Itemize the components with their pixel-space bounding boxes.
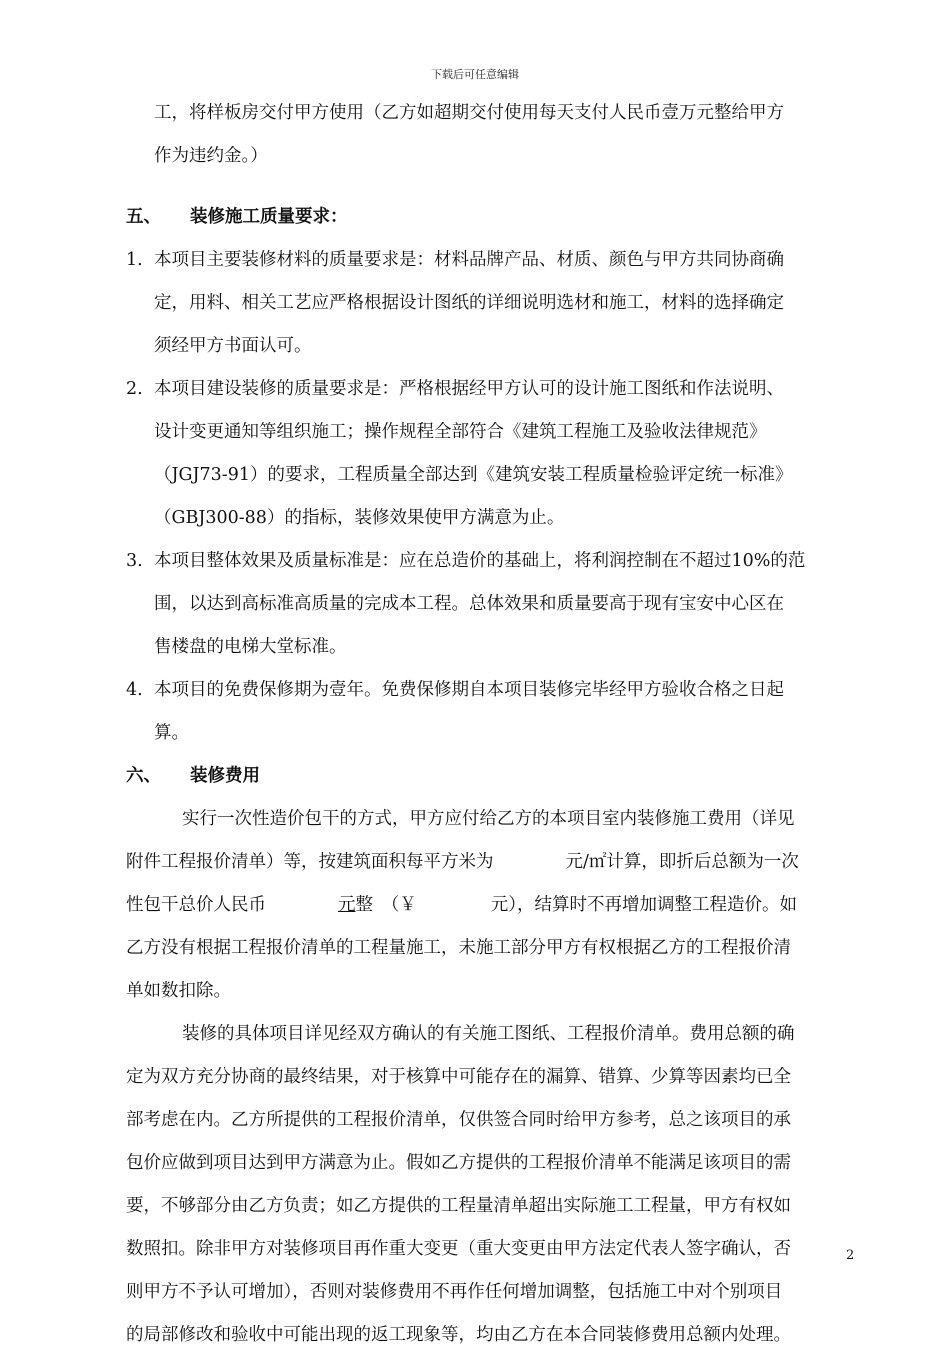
list-item — [126, 239, 862, 282]
item-continuation: 须经甲方书面认可。 — [154, 336, 312, 356]
item-continuation: 围，以达到高标准高质量的完成本工程。总体效果和质量要高于现有宝安中心区在 — [154, 594, 784, 614]
page-number: 2 — [846, 1248, 855, 1263]
paragraph-line: 单如数扣除。 — [126, 981, 231, 1001]
currency-unit: 元 — [338, 895, 356, 915]
paragraph-line: 部考虑在内。乙方所提供的工程报价清单，仅供签合同时给甲方参考，总之该项目的承 — [126, 1110, 791, 1130]
list-item — [126, 669, 862, 712]
paragraph-line — [126, 841, 862, 884]
item-text: 本项目建设装修的质量要求是：严格根据经甲方认可的设计施工图纸和作法说明、 — [154, 379, 784, 399]
item-text: 本项目的免费保修期为壹年。免费保修期自本项目装修完毕经甲方验收合格之日起 — [154, 680, 784, 700]
paragraph-line: 乙方没有根据工程报价清单的工程量施工，未施工部分甲方有权根据乙方的工程报价清 — [126, 938, 791, 958]
item-continuation: 设计变更通知等组织施工；操作规程全部符合《建筑工程施工及验收法律规范》 — [154, 422, 767, 442]
item-number: 4. — [126, 680, 143, 700]
item-continuation: 售楼盘的电梯大堂标准。 — [154, 637, 347, 657]
section-number: 五、 — [126, 207, 161, 227]
text-segment: 元/㎡计算，即折后总额为一次 — [565, 852, 799, 872]
section-6-heading — [126, 755, 862, 798]
item-text: 本项目主要装修材料的质量要求是：材料品牌产品、材质、颜色与甲方共同协商确 — [154, 250, 784, 270]
paragraph-line: 包价应做到项目达到甲方满意为止。假如乙方提供的工程报价清单不能满足该项目的需 — [126, 1153, 791, 1173]
item-number: 3. — [126, 551, 143, 571]
item-number: 1. — [126, 250, 143, 270]
paragraph-line: 装修的具体项目详见经双方确认的有关施工图纸、工程报价清单。费用总额的确 — [182, 1024, 795, 1044]
item-text: 本项目整体效果及质量标准是：应在总造价的基础上，将利润控制在不超过10%的范 — [154, 551, 806, 571]
paragraph-line: 的局部修改和验收中可能出现的返工现象等，均由乙方在本合同装修费用总额内处理。 — [126, 1325, 791, 1345]
item-continuation: 定，用料、相关工艺应严格根据设计图纸的详细说明选材和施工，材料的选择确定 — [154, 293, 784, 313]
list-item — [126, 368, 862, 411]
text-segment: 性包干总价人民币 — [126, 895, 266, 915]
intro-line: 作为违约金。） — [154, 146, 268, 166]
document-body — [126, 92, 862, 1357]
section-title: 装修费用 — [190, 766, 260, 786]
paragraph-line: 数照扣。除非甲方对装修项目再作重大变更（重大变更由甲方法定代表人签字确认，否 — [126, 1239, 791, 1259]
page-header: 下载后可任意编辑 — [431, 68, 519, 81]
text-segment: 整 （￥ — [355, 895, 417, 915]
section-gap — [126, 178, 862, 196]
section-5-heading — [126, 196, 862, 239]
paragraph-line — [126, 884, 862, 927]
paragraph-line: 定为双方充分协商的最终结果，对于核算中可能存在的漏算、错算、少算等因素均已全 — [126, 1067, 791, 1087]
paragraph-line: 要，不够部分由乙方负责；如乙方提供的工程量清单超出实际施工工程量，甲方有权如 — [126, 1196, 791, 1216]
item-continuation: 算。 — [154, 723, 189, 743]
paragraph-line: 实行一次性造价包干的方式，甲方应付给乙方的本项目室内装修施工费用（详见 — [182, 809, 795, 829]
section-title: 装修施工质量要求： — [190, 207, 348, 227]
intro-line: 工，将样板房交付甲方使用（乙方如超期交付使用每天支付人民币壹万元整给甲方 — [154, 103, 784, 123]
text-segment: 附件工程报价清单）等，按建筑面积每平方米为 — [126, 852, 494, 872]
paragraph-line: 则甲方不予认可增加），否则对装修费用不再作任何增加调整，包括施工中对个别项目 — [126, 1282, 783, 1302]
list-item — [126, 540, 862, 583]
item-continuation: （GBJ300-88）的指标，装修效果使甲方满意为止。 — [154, 508, 565, 528]
section-number: 六、 — [126, 766, 161, 786]
item-number: 2. — [126, 379, 143, 399]
item-continuation: （JGJ73-91）的要求，工程质量全部达到《建筑安装工程质量检验评定统一标准》 — [154, 465, 793, 485]
text-segment: 元），结算时不再增加调整工程造价。如 — [490, 895, 797, 915]
